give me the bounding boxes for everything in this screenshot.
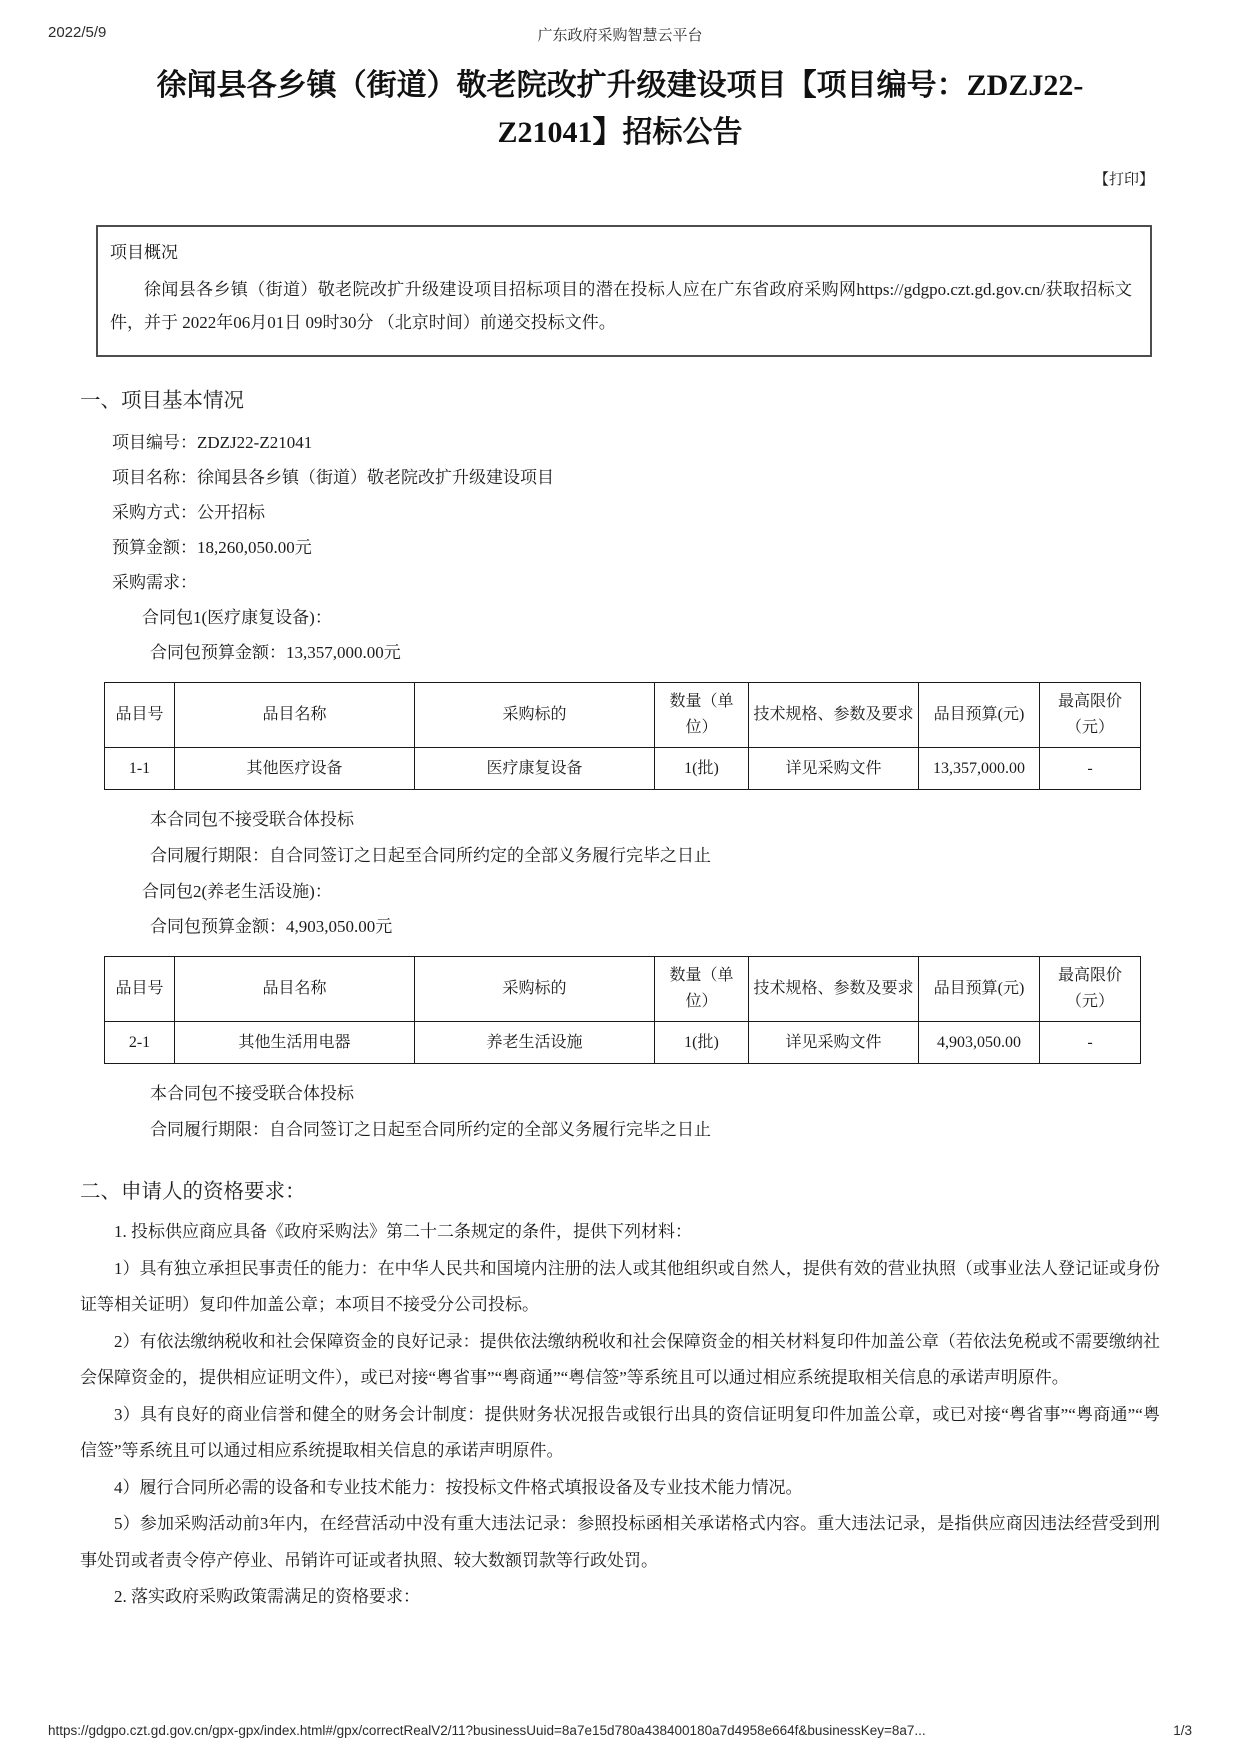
header-price-limit: 最高限价（元） — [1040, 683, 1141, 748]
header-item-budget: 品目预算(元) — [919, 683, 1040, 748]
header-price-limit: 最高限价（元） — [1040, 957, 1141, 1022]
footer-page-number: 1/3 — [1173, 1723, 1192, 1738]
cell-subject: 养老生活设施 — [415, 1022, 655, 1064]
package2-no-consortium-note: 本合同包不接受联合体投标 — [150, 1084, 354, 1103]
header-item-no: 品目号 — [105, 957, 175, 1022]
cell-item-budget: 4,903,050.00 — [919, 1022, 1040, 1064]
qualification-paragraphs — [80, 1214, 1160, 1616]
site-title: 广东政府采购智慧云平台 — [537, 27, 703, 44]
print-header — [48, 24, 1192, 45]
section-heading-basic-info: 一、项目基本情况 — [80, 390, 244, 412]
print-footer — [48, 1723, 1192, 1738]
package2-title: 合同包2(养老生活设施)： — [142, 882, 332, 901]
header-specs: 技术规格、参数及要求 — [749, 957, 919, 1022]
overview-label: 项目概况 — [110, 243, 178, 262]
field-procurement-demand: 采购需求： — [112, 573, 197, 592]
qualification-paragraph: 1）具有独立承担民事责任的能力：在中华人民共和国境内注册的法人或其他组织或自然人，提供有效的营业执照（或事业法人登记证或身份证等相关证明）复印件加盖公章；本项目不接受分公司投标。 — [80, 1258, 1160, 1314]
header-quantity: 数量（单位） — [655, 683, 749, 748]
header-specs: 技术规格、参数及要求 — [749, 683, 919, 748]
project-overview-box — [96, 225, 1152, 357]
cell-item-no: 1-1 — [105, 748, 175, 790]
field-project-number: 项目编号：ZDZJ22-Z21041 — [112, 433, 313, 452]
package2-items-table — [104, 956, 1141, 1064]
announcement-title: 徐闻县各乡镇（街道）敬老院改扩升级建设项目【项目编号：ZDZJ22-Z21041】招标公告 — [156, 69, 1084, 149]
cell-specs: 详见采购文件 — [749, 1022, 919, 1064]
package1-performance-period: 合同履行期限：自合同签订之日起至合同所约定的全部义务履行完毕之日止 — [150, 846, 711, 865]
field-procurement-method: 采购方式：公开招标 — [112, 503, 265, 522]
table-header-row — [105, 683, 1141, 748]
qualification-paragraph: 5）参加采购活动前3年内，在经营活动中没有重大违法记录：参照投标函相关承诺格式内容。重大违法记录，是指供应商因违法经营受到刑事处罚或者责令停产停业、吊销许可证或者执照、较大数额罚款等行政处罚。 — [80, 1514, 1160, 1570]
cell-specs: 详见采购文件 — [749, 748, 919, 790]
field-budget-amount: 预算金额：18,260,050.00元 — [112, 538, 312, 557]
header-item-no: 品目号 — [105, 683, 175, 748]
package2-performance-period: 合同履行期限：自合同签订之日起至合同所约定的全部义务履行完毕之日止 — [150, 1120, 711, 1139]
qualification-paragraph: 2）有依法缴纳税收和社会保障资金的良好记录：提供依法缴纳税收和社会保障资金的相关材料复印件加盖公章（若依法免税或不需要缴纳社会保障资金的，提供相应证明文件），或已对接“粤省事”“粤商通”“粤信签”等系统且可以通过相应系统提取相关信息的承诺声明原件。 — [80, 1331, 1160, 1387]
header-subject: 采购标的 — [415, 957, 655, 1022]
section-heading-qualification: 二、申请人的资格要求： — [80, 1181, 306, 1203]
table-row — [105, 1022, 1141, 1064]
overview-text: 徐闻县各乡镇（街道）敬老院改扩升级建设项目招标项目的潜在投标人应在广东省政府采购网https://gdgpo.czt.gd.gov.cn/获取招标文件，并于 2022年06月01日 09时30分 （北京时间）前递交投标文件。 — [110, 280, 1132, 332]
cell-quantity: 1(批) — [655, 1022, 749, 1064]
cell-item-budget: 13,357,000.00 — [919, 748, 1040, 790]
basic-info-fields — [112, 425, 1160, 600]
package1-budget: 合同包预算金额：13,357,000.00元 — [150, 643, 401, 662]
header-item-name: 品目名称 — [175, 957, 415, 1022]
footer-url: https://gdgpo.czt.gd.gov.cn/gpx-gpx/index.html#/gpx/correctRealV2/11?businessUuid=8a7e15d780a438400180a7d4958e664f&businessKey=8a7... — [48, 1723, 926, 1738]
qualification-paragraph: 4）履行合同所必需的设备和专业技术能力：按投标文件格式填报设备及专业技术能力情况。 — [114, 1477, 803, 1497]
cell-item-no: 2-1 — [105, 1022, 175, 1064]
cell-item-name: 其他生活用电器 — [175, 1022, 415, 1064]
table-header-row — [105, 957, 1141, 1022]
qualification-paragraph: 3）具有良好的商业信誉和健全的财务会计制度：提供财务状况报告或银行出具的资信证明复印件加盖公章，或已对接“粤省事”“粤商通”“粤信签”等系统且可以通过相应系统提取相关信息的承诺声明原件。 — [80, 1404, 1160, 1460]
qualification-paragraph: 1. 投标供应商应具备《政府采购法》第二十二条规定的条件，提供下列材料： — [114, 1222, 692, 1241]
cell-price-limit: - — [1040, 1022, 1141, 1064]
package2-budget: 合同包预算金额：4,903,050.00元 — [150, 917, 393, 936]
package1-items-table — [104, 682, 1141, 790]
document-content — [80, 387, 1160, 1616]
package1-title: 合同包1(医疗康复设备)： — [142, 608, 332, 627]
qualification-paragraph: 2. 落实政府采购政策需满足的资格要求： — [114, 1587, 420, 1606]
package1-no-consortium-note: 本合同包不接受联合体投标 — [150, 810, 354, 829]
header-quantity: 数量（单位） — [655, 957, 749, 1022]
cell-item-name: 其他医疗设备 — [175, 748, 415, 790]
cell-price-limit: - — [1040, 748, 1141, 790]
header-item-name: 品目名称 — [175, 683, 415, 748]
cell-subject: 医疗康复设备 — [415, 748, 655, 790]
table-row — [105, 748, 1141, 790]
header-item-budget: 品目预算(元) — [919, 957, 1040, 1022]
print-button[interactable]: 【打印】 — [1093, 172, 1154, 188]
header-subject: 采购标的 — [415, 683, 655, 748]
print-button-row — [0, 168, 1154, 189]
cell-quantity: 1(批) — [655, 748, 749, 790]
field-project-name: 项目名称：徐闻县各乡镇（街道）敬老院改扩升级建设项目 — [112, 468, 554, 487]
print-date: 2022/5/9 — [48, 24, 107, 41]
